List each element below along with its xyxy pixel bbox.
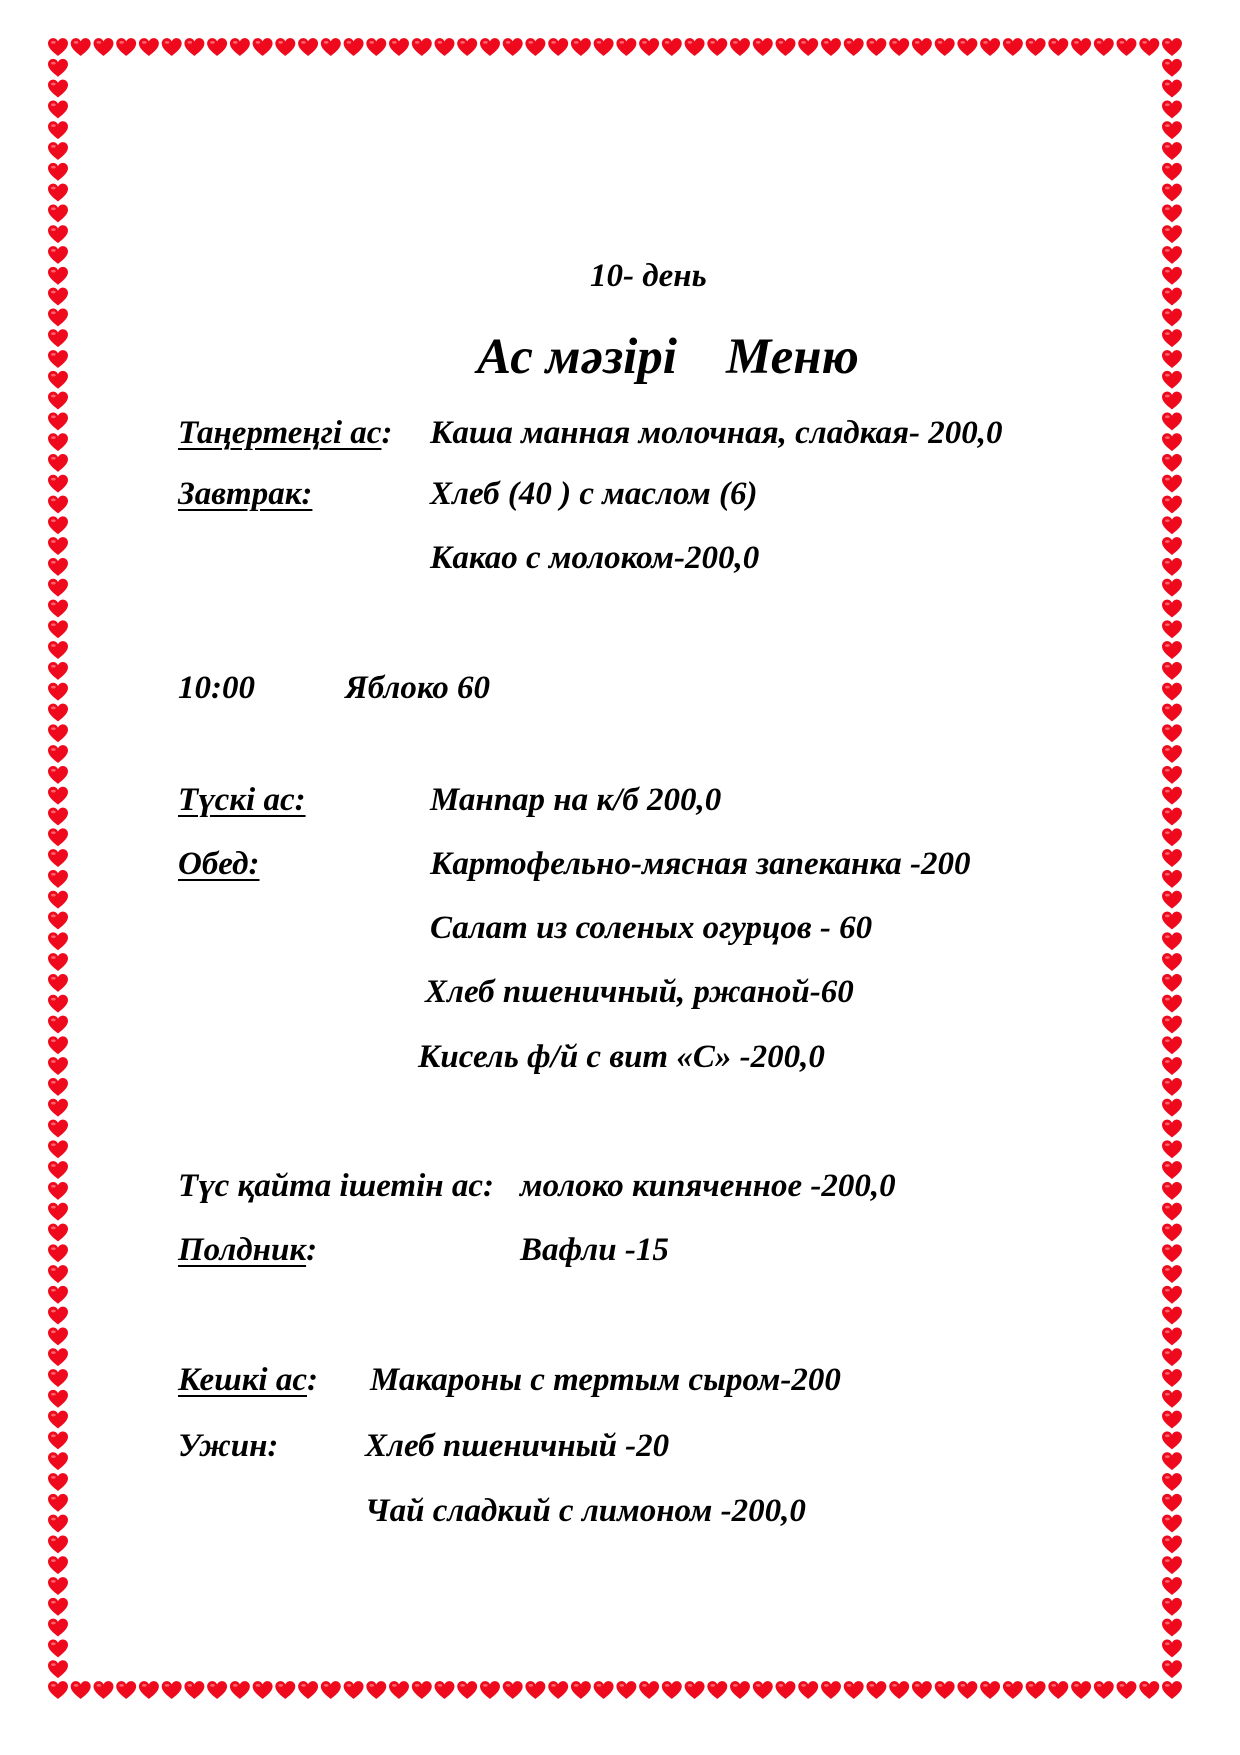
heart-icon xyxy=(94,1681,114,1699)
heart-icon xyxy=(1162,537,1182,555)
heart-icon xyxy=(889,38,909,56)
heart-icon xyxy=(48,1327,68,1345)
breakfast-item: Хлеб (40 ) с маслом (6) xyxy=(430,476,758,512)
heart-icon xyxy=(957,38,977,56)
heart-icon xyxy=(48,121,68,139)
heart-icon xyxy=(48,475,68,493)
heart-icon xyxy=(116,1681,136,1699)
heart-icon xyxy=(48,1265,68,1283)
heart-icon xyxy=(1162,1036,1182,1054)
heart-icon xyxy=(753,1681,773,1699)
heart-icon xyxy=(753,38,773,56)
heart-icon xyxy=(207,1681,227,1699)
heart-icon xyxy=(866,1681,886,1699)
heart-icon xyxy=(1048,1681,1068,1699)
heart-icon xyxy=(48,1120,68,1138)
heart-icon xyxy=(1162,891,1182,909)
heart-icon xyxy=(1162,1244,1182,1262)
heart-icon xyxy=(798,1681,818,1699)
dinner-label-kz-colon: : xyxy=(307,1362,318,1398)
heart-icon xyxy=(1162,641,1182,659)
heart-icon xyxy=(48,1244,68,1262)
heart-icon xyxy=(776,38,796,56)
heart-icon xyxy=(594,38,614,56)
heart-icon xyxy=(1162,121,1182,139)
heart-icon xyxy=(275,1681,295,1699)
heart-icon xyxy=(457,38,477,56)
heart-icon xyxy=(1162,1140,1182,1158)
heart-icon xyxy=(48,912,68,930)
heart-icon xyxy=(1162,1369,1182,1387)
heart-icon xyxy=(94,38,114,56)
heart-icon xyxy=(230,38,250,56)
heart-icon xyxy=(1094,38,1114,56)
heart-icon xyxy=(1162,995,1182,1013)
heart-icon xyxy=(48,1161,68,1179)
heart-icon xyxy=(1139,1681,1159,1699)
heart-icon xyxy=(1162,1515,1182,1533)
heart-icon xyxy=(1162,1265,1182,1283)
heart-icon xyxy=(662,38,682,56)
heart-icon xyxy=(1048,38,1068,56)
heart-icon xyxy=(1162,1494,1182,1512)
heart-icon xyxy=(1162,80,1182,98)
heart-icon xyxy=(1162,246,1182,264)
heart-icon xyxy=(321,1681,341,1699)
heart-icon xyxy=(1162,953,1182,971)
heart-icon xyxy=(1162,454,1182,472)
heart-icon xyxy=(525,1681,545,1699)
heart-icon xyxy=(1071,1681,1091,1699)
heart-icon xyxy=(730,1681,750,1699)
heart-icon xyxy=(1162,371,1182,389)
heart-icon xyxy=(1162,329,1182,347)
heart-icon xyxy=(1026,38,1046,56)
heart-icon xyxy=(48,1577,68,1595)
heart-icon xyxy=(207,38,227,56)
heart-icon xyxy=(957,1681,977,1699)
heart-icon xyxy=(503,1681,523,1699)
heart-icon xyxy=(253,1681,273,1699)
heart-icon xyxy=(48,1224,68,1242)
heart-icon xyxy=(1162,1348,1182,1366)
heart-icon xyxy=(1162,1535,1182,1553)
snack-time: 10:00 xyxy=(178,670,255,706)
heart-icon xyxy=(48,1036,68,1054)
heart-icon xyxy=(776,1681,796,1699)
heart-icon xyxy=(1162,412,1182,430)
heart-icon xyxy=(48,1681,68,1699)
heart-icon xyxy=(275,38,295,56)
heart-icon xyxy=(457,1681,477,1699)
heart-icon xyxy=(1162,558,1182,576)
heart-icon xyxy=(1162,683,1182,701)
heart-icon xyxy=(1162,932,1182,950)
heart-icon xyxy=(935,1681,955,1699)
heart-icon xyxy=(48,392,68,410)
heart-icon xyxy=(230,1681,250,1699)
heart-icon xyxy=(48,1203,68,1221)
heart-icon xyxy=(548,38,568,56)
heart-icon xyxy=(1162,516,1182,534)
heart-icon xyxy=(116,38,136,56)
heart-icon xyxy=(1162,1327,1182,1345)
heart-icon xyxy=(844,38,864,56)
heart-icon xyxy=(48,204,68,222)
heart-icon xyxy=(1162,1660,1182,1678)
dinner-item: Чай сладкий с лимоном -200,0 xyxy=(365,1493,806,1529)
heart-icon xyxy=(48,620,68,638)
breakfast-label-kz-text: Таңертеңгі ас xyxy=(178,415,382,451)
heart-icon xyxy=(48,953,68,971)
heart-icon xyxy=(1162,849,1182,867)
dinner-label-kz-text: Кешкі ас xyxy=(178,1362,307,1398)
heart-icon xyxy=(48,1411,68,1429)
heart-icon xyxy=(162,38,182,56)
heart-icon xyxy=(1162,1307,1182,1325)
heart-icon xyxy=(48,1660,68,1678)
heart-icon xyxy=(389,1681,409,1699)
heart-icon xyxy=(912,1681,932,1699)
heart-icon xyxy=(298,1681,318,1699)
heart-icon xyxy=(48,163,68,181)
heart-icon xyxy=(48,995,68,1013)
heart-icon xyxy=(1162,1016,1182,1034)
heart-icon xyxy=(48,828,68,846)
heart-icon xyxy=(1139,38,1159,56)
heart-icon xyxy=(616,38,636,56)
heart-icon xyxy=(321,38,341,56)
heart-icon xyxy=(1162,267,1182,285)
heart-icon xyxy=(48,1431,68,1449)
heart-icon xyxy=(730,38,750,56)
heart-icon xyxy=(1162,662,1182,680)
heart-icon xyxy=(1117,38,1137,56)
heart-icon xyxy=(1162,433,1182,451)
heart-icon xyxy=(1162,1120,1182,1138)
heart-icon xyxy=(1162,496,1182,514)
heart-icon xyxy=(1162,1452,1182,1470)
heart-icon xyxy=(1162,1057,1182,1075)
heart-icon xyxy=(48,1369,68,1387)
heart-icon xyxy=(1162,225,1182,243)
afternoon-label-ru-colon: : xyxy=(306,1232,318,1268)
heart-icon xyxy=(1162,828,1182,846)
heart-icon xyxy=(48,329,68,347)
heart-icon xyxy=(1162,1577,1182,1595)
heart-icon xyxy=(1003,38,1023,56)
heart-icon xyxy=(48,308,68,326)
heart-icon xyxy=(1162,1390,1182,1408)
heart-icon xyxy=(48,80,68,98)
dinner-item: Макароны с тертым сыром-200 xyxy=(370,1362,841,1398)
heart-icon xyxy=(1162,475,1182,493)
heart-icon xyxy=(1162,1431,1182,1449)
heart-icon xyxy=(1162,184,1182,202)
heart-icon xyxy=(48,516,68,534)
heart-icon xyxy=(435,38,455,56)
heart-icon xyxy=(1162,579,1182,597)
heart-icon xyxy=(1162,1411,1182,1429)
heart-icon xyxy=(435,1681,455,1699)
heart-icon xyxy=(48,496,68,514)
heart-icon xyxy=(1003,1681,1023,1699)
heart-icon xyxy=(48,184,68,202)
heart-icon xyxy=(48,267,68,285)
heart-icon xyxy=(1162,787,1182,805)
heart-icon xyxy=(48,1619,68,1637)
heart-icon xyxy=(139,38,159,56)
lunch-label-ru: Обед: xyxy=(178,846,260,882)
breakfast-item: Какао с молоком-200,0 xyxy=(430,540,760,576)
heart-icon xyxy=(48,100,68,118)
lunch-label-kz: Түскі ас: xyxy=(178,782,306,818)
lunch-item: Кисель ф/й с вит «С» -200,0 xyxy=(418,1039,825,1075)
heart-icon xyxy=(1162,288,1182,306)
breakfast-label-kz xyxy=(178,417,392,450)
heart-icon xyxy=(1162,870,1182,888)
heart-icon xyxy=(1162,808,1182,826)
heart-icon xyxy=(844,1681,864,1699)
heart-icon xyxy=(1162,745,1182,763)
heart-icon xyxy=(503,38,523,56)
heart-icon xyxy=(412,1681,432,1699)
dinner-item: Хлеб пшеничный -20 xyxy=(365,1428,670,1464)
heart-icon xyxy=(48,59,68,77)
heart-icon xyxy=(48,350,68,368)
heart-icon xyxy=(48,1286,68,1304)
heart-icon xyxy=(1162,766,1182,784)
heart-icon xyxy=(71,1681,91,1699)
heart-icon xyxy=(571,1681,591,1699)
heart-icon xyxy=(139,1681,159,1699)
heart-icon xyxy=(184,38,204,56)
heart-icon xyxy=(1162,100,1182,118)
heart-icon xyxy=(1162,1598,1182,1616)
afternoon-label-kz: Түс қайта ішетін ас: xyxy=(178,1168,494,1204)
heart-icon xyxy=(48,38,68,56)
heart-icon xyxy=(48,288,68,306)
heart-icon xyxy=(1162,1078,1182,1096)
heart-icon xyxy=(980,1681,1000,1699)
heart-icon xyxy=(1162,1182,1182,1200)
heart-icon xyxy=(298,38,318,56)
heart-icon xyxy=(912,38,932,56)
heart-icon xyxy=(48,412,68,430)
heart-icon xyxy=(48,1598,68,1616)
heart-icon xyxy=(48,704,68,722)
heart-icon xyxy=(48,662,68,680)
heart-icon xyxy=(389,38,409,56)
heart-icon xyxy=(821,1681,841,1699)
heart-icon xyxy=(1162,620,1182,638)
heart-icon xyxy=(48,371,68,389)
heart-icon xyxy=(707,1681,727,1699)
heart-icon xyxy=(48,974,68,992)
heart-icon xyxy=(48,1182,68,1200)
heart-icon xyxy=(48,1494,68,1512)
heart-icon xyxy=(48,1452,68,1470)
breakfast-label-ru: Завтрак: xyxy=(178,476,313,512)
lunch-item: Салат из соленых огурцов - 60 xyxy=(430,910,873,946)
heart-icon xyxy=(639,1681,659,1699)
heart-icon xyxy=(639,38,659,56)
heart-icon xyxy=(344,38,364,56)
heart-icon xyxy=(253,38,273,56)
heart-icon xyxy=(685,1681,705,1699)
heart-icon xyxy=(48,745,68,763)
heart-icon xyxy=(1162,1224,1182,1242)
heart-icon xyxy=(48,891,68,909)
heart-icon xyxy=(48,558,68,576)
heart-icon xyxy=(1162,912,1182,930)
heart-icon xyxy=(980,38,1000,56)
heart-icon xyxy=(1162,1203,1182,1221)
heart-icon xyxy=(48,932,68,950)
heart-icon xyxy=(1162,163,1182,181)
heart-icon xyxy=(344,1681,364,1699)
dinner-label-kz xyxy=(178,1364,318,1397)
heart-icon xyxy=(1162,59,1182,77)
heart-icon xyxy=(1162,1161,1182,1179)
heart-icon xyxy=(48,454,68,472)
heart-icon xyxy=(1026,1681,1046,1699)
heart-icon xyxy=(48,600,68,618)
lunch-item: Картофельно-мясная запеканка -200 xyxy=(430,846,971,882)
heart-icon xyxy=(1117,1681,1137,1699)
heart-icon xyxy=(594,1681,614,1699)
heart-icon xyxy=(685,38,705,56)
heart-icon xyxy=(1162,38,1182,56)
breakfast-label-kz-colon: : xyxy=(381,415,393,451)
heart-icon xyxy=(48,849,68,867)
breakfast-item: Каша манная молочная, сладкая- 200,0 xyxy=(430,415,1003,451)
heart-icon xyxy=(48,225,68,243)
heart-icon xyxy=(798,38,818,56)
heart-icon xyxy=(48,1535,68,1553)
heart-icon xyxy=(48,724,68,742)
heart-icon xyxy=(48,433,68,451)
dinner-label-ru: Ужин: xyxy=(178,1428,279,1464)
heart-icon xyxy=(48,1473,68,1491)
heart-icon xyxy=(662,1681,682,1699)
heart-icon xyxy=(1162,1681,1182,1699)
heart-icon xyxy=(48,1140,68,1158)
snack-item: Яблоко 60 xyxy=(345,670,491,706)
heart-icon xyxy=(48,1639,68,1657)
heart-icon xyxy=(1162,1556,1182,1574)
heart-icon xyxy=(71,38,91,56)
heart-icon xyxy=(48,641,68,659)
heart-icon xyxy=(935,38,955,56)
heart-icon xyxy=(48,1057,68,1075)
afternoon-item: Вафли -15 xyxy=(520,1232,669,1268)
heart-icon xyxy=(571,38,591,56)
heart-icon xyxy=(48,1348,68,1366)
lunch-item: Манпар на к/б 200,0 xyxy=(430,782,722,818)
heart-icon xyxy=(1162,350,1182,368)
heart-icon xyxy=(1162,974,1182,992)
heart-icon xyxy=(616,1681,636,1699)
heart-icon xyxy=(548,1681,568,1699)
heart-icon xyxy=(1162,1639,1182,1657)
heart-icon xyxy=(889,1681,909,1699)
heart-icon xyxy=(1162,600,1182,618)
heart-icon xyxy=(1094,1681,1114,1699)
heart-icon xyxy=(48,1390,68,1408)
heart-icon xyxy=(48,683,68,701)
heart-icon xyxy=(48,1099,68,1117)
heart-icon xyxy=(48,1307,68,1325)
heart-icon xyxy=(48,1078,68,1096)
heart-icon xyxy=(1071,38,1091,56)
heart-icon xyxy=(1162,142,1182,160)
heart-icon xyxy=(1162,1099,1182,1117)
heart-icon xyxy=(1162,1473,1182,1491)
afternoon-label-ru xyxy=(178,1234,317,1267)
heart-icon xyxy=(525,38,545,56)
heart-icon xyxy=(48,787,68,805)
heart-icon xyxy=(1162,724,1182,742)
heart-icon xyxy=(1162,1619,1182,1637)
heart-icon xyxy=(821,38,841,56)
heart-icon xyxy=(1162,392,1182,410)
heart-icon xyxy=(480,1681,500,1699)
heart-icon xyxy=(366,1681,386,1699)
heart-icon xyxy=(1162,704,1182,722)
heart-icon xyxy=(48,537,68,555)
heart-icon xyxy=(48,579,68,597)
heart-icon xyxy=(48,808,68,826)
heart-icon xyxy=(1162,1286,1182,1304)
heart-icon xyxy=(48,1515,68,1533)
lunch-item: Хлеб пшеничный, ржаной-60 xyxy=(425,974,854,1010)
heart-icon xyxy=(366,38,386,56)
heart-icon xyxy=(707,38,727,56)
afternoon-item: молоко кипяченное -200,0 xyxy=(520,1168,896,1204)
heart-icon xyxy=(480,38,500,56)
heart-icon xyxy=(1162,204,1182,222)
heart-icon xyxy=(48,1016,68,1034)
heart-icon xyxy=(184,1681,204,1699)
heart-icon xyxy=(48,870,68,888)
day-heading: 10- день xyxy=(590,258,707,294)
heart-icon xyxy=(48,766,68,784)
heart-icon xyxy=(412,38,432,56)
heart-icon xyxy=(866,38,886,56)
heart-icon xyxy=(162,1681,182,1699)
heart-icon xyxy=(1162,308,1182,326)
heart-icon xyxy=(48,246,68,264)
title-kz: Ас мәзірі xyxy=(477,329,677,385)
heart-icon xyxy=(48,1556,68,1574)
title-ru: Меню xyxy=(726,329,859,385)
heart-icon xyxy=(48,142,68,160)
afternoon-label-ru-text: Полдник xyxy=(178,1232,307,1268)
